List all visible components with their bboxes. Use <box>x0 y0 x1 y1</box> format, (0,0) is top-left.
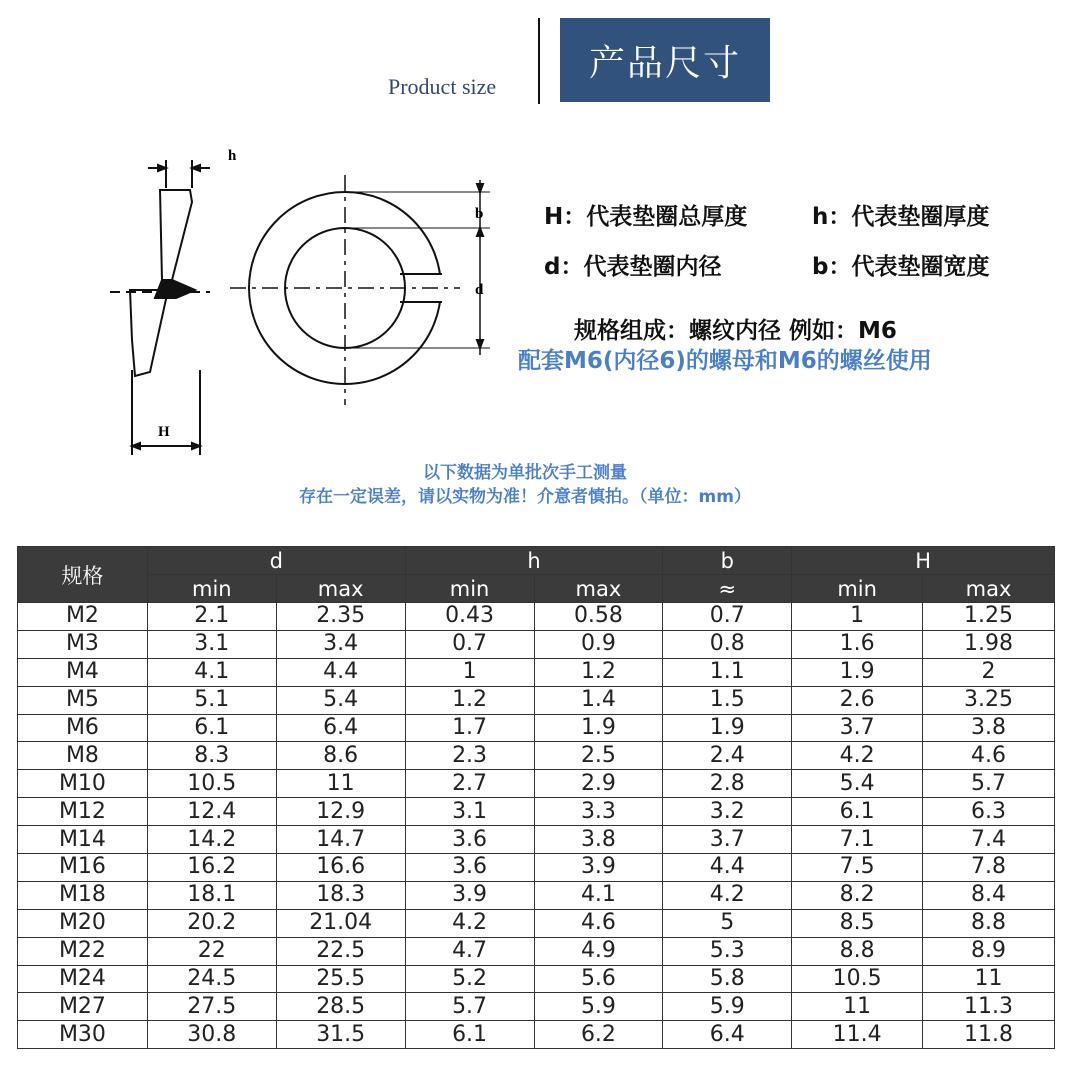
value-cell: 3.6 <box>405 826 534 854</box>
value-cell: 4.4 <box>276 658 405 686</box>
value-cell: 0.43 <box>405 603 534 631</box>
value-cell: 14.2 <box>147 826 276 854</box>
header-divider <box>538 18 540 104</box>
value-cell: 5.7 <box>405 993 534 1021</box>
value-cell: 0.7 <box>663 603 792 631</box>
value-cell: 1.9 <box>534 714 663 742</box>
value-cell: 5 <box>663 909 792 937</box>
value-cell: 1.9 <box>663 714 792 742</box>
value-cell: 4.2 <box>405 909 534 937</box>
label-d: d <box>475 282 484 298</box>
table-row <box>18 603 1055 631</box>
header-cn-title: 产品尺寸 <box>560 18 770 102</box>
value-cell: 4.7 <box>405 937 534 965</box>
spec-cell: M10 <box>18 770 148 798</box>
value-cell: 0.58 <box>534 603 663 631</box>
spec-cell: M8 <box>18 742 148 770</box>
value-cell: 8.6 <box>276 742 405 770</box>
value-cell: 2.6 <box>792 686 923 714</box>
value-cell: 5.3 <box>663 937 792 965</box>
header-group-d: d <box>147 547 405 575</box>
value-cell: 2.8 <box>663 770 792 798</box>
header-group-b: b <box>663 547 792 575</box>
value-cell: 3.9 <box>534 854 663 882</box>
value-cell: 4.6 <box>923 742 1055 770</box>
spec-cell: M22 <box>18 937 148 965</box>
value-cell: 18.1 <box>147 881 276 909</box>
note-line-2: 存在一定误差，请以实物为准！介意者慎拍。（单位：mm） <box>299 487 751 507</box>
spec-cell: M16 <box>18 854 148 882</box>
value-cell: 31.5 <box>276 1021 405 1049</box>
header-sub: min <box>147 575 276 603</box>
value-cell: 1.1 <box>663 658 792 686</box>
value-cell: 1.98 <box>923 630 1055 658</box>
value-cell: 11 <box>923 965 1055 993</box>
value-cell: 1.2 <box>534 658 663 686</box>
value-cell: 8.5 <box>792 909 923 937</box>
spec-cell: M5 <box>18 686 148 714</box>
spec-table-body <box>18 603 1055 1049</box>
table-row <box>18 854 1055 882</box>
label-b: b <box>475 206 484 222</box>
value-cell: 3.9 <box>405 881 534 909</box>
value-cell: 10.5 <box>147 770 276 798</box>
value-cell: 3.25 <box>923 686 1055 714</box>
value-cell: 1.2 <box>405 686 534 714</box>
table-row <box>18 909 1055 937</box>
value-cell: 3.6 <box>405 854 534 882</box>
value-cell: 7.4 <box>923 826 1055 854</box>
value-cell: 8.8 <box>792 937 923 965</box>
value-cell: 11.8 <box>923 1021 1055 1049</box>
legend-h: h：代表垫圈厚度 <box>812 204 990 230</box>
value-cell: 3.8 <box>534 826 663 854</box>
table-row <box>18 798 1055 826</box>
value-cell: 18.3 <box>276 881 405 909</box>
spec-cell: M20 <box>18 909 148 937</box>
value-cell: 1 <box>405 658 534 686</box>
value-cell: 14.7 <box>276 826 405 854</box>
value-cell: 5.7 <box>923 770 1055 798</box>
value-cell: 4.4 <box>663 854 792 882</box>
value-cell: 11 <box>792 993 923 1021</box>
value-cell: 7.5 <box>792 854 923 882</box>
value-cell: 10.5 <box>792 965 923 993</box>
table-row <box>18 826 1055 854</box>
spec-cell: M18 <box>18 881 148 909</box>
value-cell: 3.4 <box>276 630 405 658</box>
value-cell: 5.4 <box>792 770 923 798</box>
value-cell: 28.5 <box>276 993 405 1021</box>
value-cell: 0.9 <box>534 630 663 658</box>
washer-diagram <box>100 140 500 470</box>
value-cell: 6.4 <box>663 1021 792 1049</box>
value-cell: 1.25 <box>923 603 1055 631</box>
value-cell: 7.1 <box>792 826 923 854</box>
value-cell: 8.9 <box>923 937 1055 965</box>
value-cell: 4.1 <box>147 658 276 686</box>
header-sub: min <box>405 575 534 603</box>
value-cell: 4.1 <box>534 881 663 909</box>
spec-cell: M12 <box>18 798 148 826</box>
spec-cell: M30 <box>18 1021 148 1049</box>
table-row <box>18 658 1055 686</box>
value-cell: 21.04 <box>276 909 405 937</box>
value-cell: 3.2 <box>663 798 792 826</box>
table-row <box>18 686 1055 714</box>
value-cell: 7.8 <box>923 854 1055 882</box>
value-cell: 5.1 <box>147 686 276 714</box>
value-cell: 1.6 <box>792 630 923 658</box>
table-row <box>18 881 1055 909</box>
header-en-title: Product size <box>388 74 497 99</box>
header-sub: max <box>923 575 1055 603</box>
spec-cell: M6 <box>18 714 148 742</box>
value-cell: 5.4 <box>276 686 405 714</box>
value-cell: 20.2 <box>147 909 276 937</box>
value-cell: 2.5 <box>534 742 663 770</box>
value-cell: 0.8 <box>663 630 792 658</box>
value-cell: 1.9 <box>792 658 923 686</box>
spec-rule: 规格组成：螺纹内径 例如：M6 <box>574 318 897 344</box>
value-cell: 8.3 <box>147 742 276 770</box>
value-cell: 4.2 <box>663 881 792 909</box>
spec-cell: M27 <box>18 993 148 1021</box>
value-cell: 3.7 <box>663 826 792 854</box>
value-cell: 27.5 <box>147 993 276 1021</box>
value-cell: 5.9 <box>663 993 792 1021</box>
spec-cell: M14 <box>18 826 148 854</box>
value-cell: 22 <box>147 937 276 965</box>
value-cell: 1.7 <box>405 714 534 742</box>
value-cell: 2.3 <box>405 742 534 770</box>
value-cell: 3.1 <box>147 630 276 658</box>
spec-cell: M2 <box>18 603 148 631</box>
value-cell: 16.2 <box>147 854 276 882</box>
legend-b: b：代表垫圈宽度 <box>812 254 990 280</box>
spec-cell: M3 <box>18 630 148 658</box>
table-row <box>18 770 1055 798</box>
value-cell: 2.9 <box>534 770 663 798</box>
label-H: H <box>158 424 170 440</box>
value-cell: 2.1 <box>147 603 276 631</box>
value-cell: 11.3 <box>923 993 1055 1021</box>
value-cell: 22.5 <box>276 937 405 965</box>
value-cell: 12.9 <box>276 798 405 826</box>
value-cell: 5.6 <box>534 965 663 993</box>
value-cell: 6.4 <box>276 714 405 742</box>
value-cell: 1.4 <box>534 686 663 714</box>
spec-cell: M24 <box>18 965 148 993</box>
value-cell: 8.4 <box>923 881 1055 909</box>
value-cell: 6.1 <box>405 1021 534 1049</box>
value-cell: 5.2 <box>405 965 534 993</box>
value-cell: 2.35 <box>276 603 405 631</box>
table-row <box>18 630 1055 658</box>
table-row <box>18 993 1055 1021</box>
table-row <box>18 1021 1055 1049</box>
value-cell: 8.8 <box>923 909 1055 937</box>
header-spec: 规格 <box>18 547 148 603</box>
note-line-1: 以下数据为单批次手工测量 <box>423 463 627 483</box>
value-cell: 11 <box>276 770 405 798</box>
value-cell: 3.3 <box>534 798 663 826</box>
table-row <box>18 937 1055 965</box>
value-cell: 11.4 <box>792 1021 923 1049</box>
spec-table <box>17 546 1055 1049</box>
value-cell: 3.1 <box>405 798 534 826</box>
header-group-h: h <box>405 547 663 575</box>
value-cell: 6.1 <box>792 798 923 826</box>
value-cell: 6.3 <box>923 798 1055 826</box>
value-cell: 12.4 <box>147 798 276 826</box>
value-cell: 16.6 <box>276 854 405 882</box>
header-sub: ≈ <box>663 575 792 603</box>
label-h: h <box>228 148 237 164</box>
header-sub: max <box>534 575 663 603</box>
value-cell: 24.5 <box>147 965 276 993</box>
value-cell: 6.2 <box>534 1021 663 1049</box>
value-cell: 4.9 <box>534 937 663 965</box>
value-cell: 1.5 <box>663 686 792 714</box>
value-cell: 6.1 <box>147 714 276 742</box>
value-cell: 4.6 <box>534 909 663 937</box>
value-cell: 2.4 <box>663 742 792 770</box>
legend-d: d：代表垫圈内径 <box>544 254 722 280</box>
value-cell: 2.7 <box>405 770 534 798</box>
header-sub: min <box>792 575 923 603</box>
value-cell: 2 <box>923 658 1055 686</box>
value-cell: 1 <box>792 603 923 631</box>
value-cell: 5.9 <box>534 993 663 1021</box>
value-cell: 30.8 <box>147 1021 276 1049</box>
header-sub: max <box>276 575 405 603</box>
table-row <box>18 965 1055 993</box>
table-row <box>18 742 1055 770</box>
value-cell: 25.5 <box>276 965 405 993</box>
value-cell: 4.2 <box>792 742 923 770</box>
header-group-H: H <box>792 547 1055 575</box>
spec-cell: M4 <box>18 658 148 686</box>
value-cell: 8.2 <box>792 881 923 909</box>
value-cell: 5.8 <box>663 965 792 993</box>
value-cell: 0.7 <box>405 630 534 658</box>
value-cell: 3.7 <box>792 714 923 742</box>
usage-note: 配套M6(内径6)的螺母和M6的螺丝使用 <box>518 348 932 374</box>
table-row <box>18 714 1055 742</box>
value-cell: 3.8 <box>923 714 1055 742</box>
legend-H: H：代表垫圈总厚度 <box>544 204 748 230</box>
